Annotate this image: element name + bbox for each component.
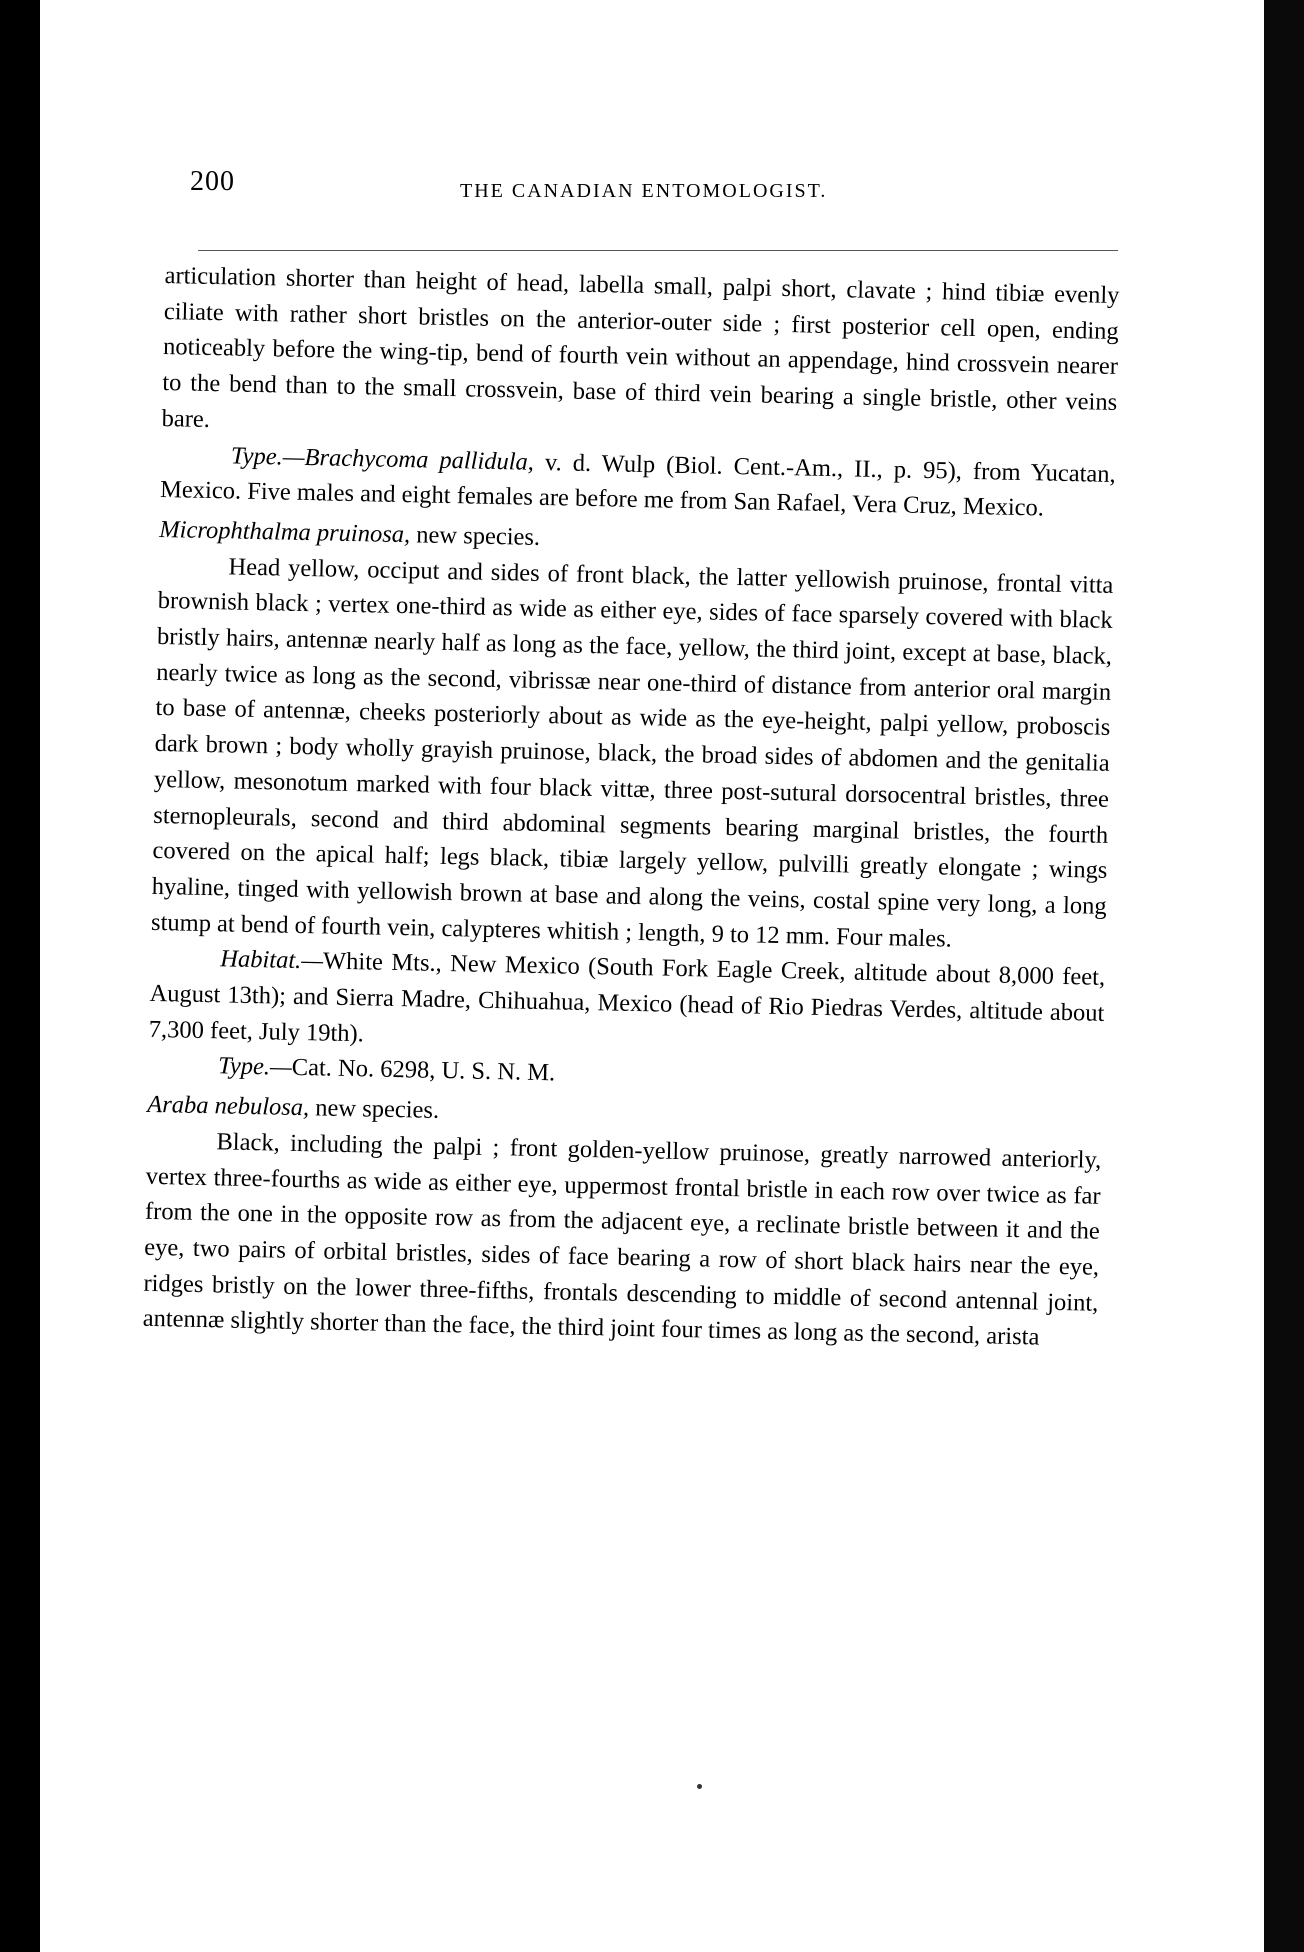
habitat-label: Habitat.— — [220, 945, 324, 975]
type-label: Type.— — [217, 1052, 293, 1082]
paragraph-description-microphthalma: Head yellow, occiput and sides of front black, the latter yellowish pruinose, frontal vitta brownish black ; vertex one-third as wide as either eye, sides of face sparsely covered with black bristly hairs, antennæ nearly half as long as the face, yellow, the third joint, except at base, black, nearly twice as long as the second, vibrissæ near one-third of distance from anterior oral margin to base of antennæ, cheeks posteriorly about as wide as the eye-height, palpi yellow, proboscis dark brown ; body wholly grayish pruinose, black, the broad sides of abdomen and the genitalia yellow, mesonotum marked with four black vittæ, three post-sutural dorsocentral bristles, three sternopleurals, second and third abdominal segments bearing marginal bristles, the fourth covered on the apical half; legs black, tibiæ largely yellow, pulvilli greatly elongate ; wings hyaline, tinged with yellowish brown at base and along the veins, costal spine very long, a long stump at bend of fourth vein, calypteres whitish ; length, 9 to 12 mm. Four males. — [150, 553, 1114, 953]
species-suffix: new species. — [308, 1094, 440, 1125]
type-text: Cat. No. 6298, U. S. N. M. — [291, 1054, 556, 1087]
paragraph-habitat — [148, 940, 1105, 1067]
page-header — [190, 158, 1120, 218]
type-text: v. d. Wulp (Biol. Cent.-Am., II., p. 95), from Yucatan, Mexico. Five males and eight females are before me from San Rafael, Vera Cruz, Mexico. — [159, 448, 1116, 522]
page-number: 200 — [190, 166, 235, 197]
running-title: THE CANADIAN ENTOMOLOGIST. — [460, 180, 828, 202]
type-label: Type.—Brachycoma pallidula, — [230, 441, 535, 476]
paragraph-continuation: articulation shorter than height of head, labella small, palpi short, clavate ; hind tibiæ evenly ciliate with rather short bristles on the anterior-outer side ; first posterior cell open, ending noticeably before the wing-tip, bend of fourth vein without an appendage, hind crossvein nearer to the bend than to the small crossvein, base of third vein bearing a single bristle, other veins bare. — [161, 261, 1120, 433]
species-name: Araba nebulosa, — [146, 1090, 310, 1122]
page-body — [142, 258, 1119, 1357]
habitat-text: White Mts., New Mexico (South Fork Eagle Creek, altitude about 8,000 feet, August 13th); and Sierra Madre, Chihuahua, Mexico (head of Rio Piedras Verdes, altitude about 7,300 feet, July 19th). — [148, 947, 1106, 1048]
scan-right-border — [1264, 0, 1304, 1952]
scan-speck — [697, 1784, 702, 1789]
species-suffix: new species. — [409, 521, 541, 551]
header-rule — [198, 250, 1118, 251]
species-name: Microphthalma pruinosa, — [159, 515, 411, 549]
paragraph-description-araba: Black, including the palpi ; front golden-yellow pruinose, greatly narrowed anteriorly, vertex three-fourths as wide as either eye, uppermost frontal bristle in each row over twice as far from the one in the opposite row as from the adjacent eye, a reclinate bristle between it and the eye, two pairs of orbital bristles, sides of face bearing a row of short black hairs near the eye, ridges bristly on the lower three-fifths, frontals descending to middle of second antennal joint, antennæ slightly shorter than the face, the third joint four times as long as the second, arista — [142, 1128, 1102, 1351]
